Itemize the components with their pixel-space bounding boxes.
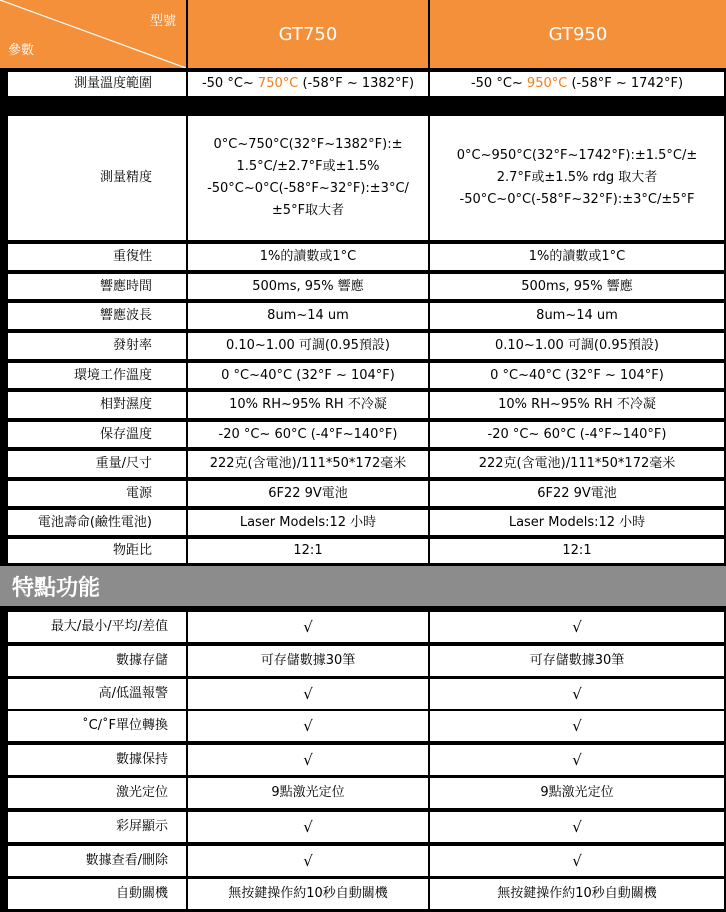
spec-label-text: 相對濕度: [99, 397, 152, 412]
spec-label: [8, 422, 186, 447]
feature-value-gt950: [430, 612, 724, 642]
feature-value-gt750: [188, 679, 428, 709]
spec-row: [0, 72, 726, 96]
spec-value-gt950: [430, 116, 724, 240]
gt750-value-text: 500ms, 95% 響應: [252, 278, 364, 294]
feature-value-gt950: [430, 711, 724, 741]
spec-label: [8, 363, 186, 388]
spec-label-text: 重復性: [112, 249, 152, 264]
gt750-value-text: 6F22 9V電池: [268, 485, 348, 501]
feature-value-gt750: [188, 879, 428, 909]
gt750-value-line: ±5°F取大者: [271, 203, 345, 218]
feature-row: [0, 778, 726, 808]
gt750-feature-text: √: [303, 852, 313, 870]
spec-label: [8, 392, 186, 418]
spec-value-gt750: [188, 539, 428, 563]
spec-label: [8, 244, 186, 270]
gt750-value-text-end: (-58°F ~ 1382°F): [298, 76, 415, 91]
spec-row: [0, 539, 726, 563]
gt750-value-text-start: -50 °C~: [201, 76, 258, 91]
gt750-feature-text: 9點激光定位: [271, 785, 345, 800]
feature-row: [0, 846, 726, 876]
feature-label-text: 最大/最小/平均/差值: [50, 619, 168, 634]
feature-label-text: ˚C/˚F單位轉換: [82, 718, 168, 733]
spec-value-gt950: [430, 539, 724, 563]
feature-row: [0, 612, 726, 642]
spec-value-gt950: [430, 510, 724, 535]
spec-label: [8, 116, 186, 240]
feature-label: [8, 812, 186, 842]
spec-label-text: 重量/尺寸: [95, 456, 152, 471]
feature-value-gt750: [188, 711, 428, 741]
gt950-value-text: 500ms, 95% 響應: [521, 278, 633, 294]
gt950-value-text: -20 °C~ 60°C (-4°F~140°F): [487, 426, 667, 442]
spec-value-gt750: [188, 244, 428, 270]
feature-row: [0, 679, 726, 709]
spec-label-text: 環境工作溫度: [73, 367, 152, 383]
feature-label-text: 數據保持: [115, 752, 168, 767]
spec-row: [0, 333, 726, 359]
gt950-value-highlight: 950°C: [526, 76, 568, 91]
spec-label: [8, 481, 186, 506]
gt950-feature-text: √: [572, 717, 582, 735]
gt950-feature-text: √: [572, 685, 582, 703]
gt750-value-text: Laser Models:12 小時: [239, 514, 377, 530]
spec-label-text: 發射率: [112, 338, 152, 353]
feature-label-text: 數據查看/刪除: [85, 853, 168, 868]
feature-row: [0, 745, 726, 775]
spec-row: [0, 116, 726, 240]
param-corner-label: 參數: [8, 43, 35, 58]
gt950-feature-text: 可存儲數據30筆: [529, 653, 625, 668]
spec-value-gt750: [188, 451, 428, 477]
gt750-value-lines: [207, 134, 409, 222]
gt950-value-text: 6F22 9V電池: [537, 485, 617, 501]
spec-value-gt750: [188, 116, 428, 240]
spec-label: [8, 451, 186, 477]
gt950-value-text: Laser Models:12 小時: [508, 514, 646, 530]
feature-row: [0, 879, 726, 909]
spec-row: [0, 481, 726, 506]
gt750-feature-text: √: [303, 751, 313, 769]
feature-value-gt950: [430, 745, 724, 775]
gt950-value-text: [471, 73, 683, 95]
spec-label-text: 保存溫度: [99, 426, 152, 442]
feature-value-gt750: [188, 846, 428, 876]
header-corner-cell: [0, 0, 186, 68]
spec-label: [8, 72, 186, 96]
gt950-value-text: 10% RH~95% RH 不冷凝: [498, 397, 656, 412]
gt950-value-lines: [457, 145, 698, 211]
feature-label: [8, 679, 186, 709]
gt950-value-line: -50°C~0°C(-58°F~32°F):±3°C/±5°F: [459, 192, 695, 207]
spec-row: [0, 363, 726, 388]
spec-value-gt750: [188, 72, 428, 96]
feature-value-gt750: [188, 778, 428, 808]
spec-label-text: 響應時間: [99, 278, 152, 294]
spec-label: [8, 303, 186, 329]
gt950-value-text: 222克(含電池)/111*50*172毫米: [478, 456, 676, 471]
spec-row: [0, 510, 726, 535]
gt950-feature-text: 無按鍵操作約10秒自動關機: [497, 886, 657, 901]
feature-label-text: 自動關機: [115, 886, 168, 901]
spec-value-gt750: [188, 510, 428, 535]
feature-row: [0, 711, 726, 741]
feature-value-gt950: [430, 778, 724, 808]
feature-value-gt950: [430, 679, 724, 709]
spec-label-text: 物距比: [112, 543, 152, 558]
feature-label-text: 數據存儲: [115, 653, 168, 668]
gt750-feature-text: √: [303, 717, 313, 735]
feature-label: [8, 711, 186, 741]
gt950-feature-text: √: [572, 618, 582, 636]
gt950-value-text: 0.10~1.00 可調(0.95預設): [494, 338, 659, 353]
gt750-value-line: -50°C~0°C(-58°F~32°F):±3°C/: [207, 181, 409, 196]
spec-label-text: 測量溫度範圍: [73, 76, 152, 91]
spec-label: [8, 510, 186, 535]
column-header-gt950: GT950: [430, 0, 726, 68]
gt950-value-text-start: -50 °C~: [470, 76, 527, 91]
gt950-value-line: 2.7°F或±1.5% rdg 取大者: [496, 170, 658, 185]
feature-value-gt950: [430, 812, 724, 842]
spec-value-gt950: [430, 392, 724, 418]
spec-row: [0, 303, 726, 329]
spec-value-gt950: [430, 303, 724, 329]
feature-value-gt750: [188, 646, 428, 676]
gt950-value-line: 0°C~950°C(32°F~1742°F):±1.5°C/±: [456, 148, 698, 163]
feature-value-gt950: [430, 846, 724, 876]
section-title: 特點功能: [12, 576, 101, 601]
spec-value-gt950: [430, 333, 724, 359]
gt750-value-text: 222克(含電池)/111*50*172毫米: [209, 456, 407, 471]
gt750-value-text: 0 °C~40°C (32°F ~ 104°F): [221, 367, 395, 383]
gt950-feature-text: √: [572, 751, 582, 769]
spec-value-gt750: [188, 333, 428, 359]
gt750-value-text: 12:1: [293, 543, 323, 558]
spec-label-text: 電池壽命(鹼性電池): [37, 514, 152, 530]
feature-label: [8, 646, 186, 676]
spec-value-gt750: [188, 303, 428, 329]
feature-value-gt750: [188, 612, 428, 642]
column-header-gt750: GT750: [188, 0, 428, 68]
feature-label-text: 激光定位: [115, 785, 168, 800]
gt750-value-text: -20 °C~ 60°C (-4°F~140°F): [218, 426, 398, 442]
feature-label: [8, 612, 186, 642]
gt950-value-text-end: (-58°F ~ 1742°F): [567, 76, 684, 91]
feature-label: [8, 745, 186, 775]
gt750-value-text: 10% RH~95% RH 不冷凝: [229, 397, 387, 412]
section-band: [0, 566, 726, 606]
spec-value-gt950: [430, 72, 724, 96]
gt750-value-line: 0°C~750°C(32°F~1382°F):±: [213, 137, 403, 152]
gt950-feature-text: 9點激光定位: [540, 785, 614, 800]
gt750-value-text: [202, 73, 414, 95]
gt950-value-text: 1%的讀數或1°C: [528, 249, 626, 264]
gt750-feature-text: √: [303, 618, 313, 636]
spec-value-gt950: [430, 422, 724, 447]
spec-row: [0, 422, 726, 447]
feature-label-text: 高/低溫報警: [98, 686, 168, 701]
gt950-value-text: 0 °C~40°C (32°F ~ 104°F): [490, 367, 664, 383]
spec-row: [0, 451, 726, 477]
feature-value-gt750: [188, 745, 428, 775]
feature-value-gt750: [188, 812, 428, 842]
gt950-value-text: 8um~14 um: [536, 308, 618, 323]
gt750-value-text: 1%的讀數或1°C: [259, 249, 357, 264]
gt750-value-text: 8um~14 um: [267, 308, 349, 323]
spec-label: [8, 274, 186, 299]
spec-label: [8, 333, 186, 359]
feature-value-gt950: [430, 646, 724, 676]
feature-row: [0, 812, 726, 842]
gt950-feature-text: √: [572, 852, 582, 870]
spec-value-gt750: [188, 422, 428, 447]
feature-label-text: 彩屏顯示: [115, 819, 168, 834]
gt750-feature-text: √: [303, 685, 313, 703]
gt750-feature-text: √: [303, 818, 313, 836]
spec-label-text: 電源: [125, 485, 152, 501]
spec-label-text: 響應波長: [99, 308, 152, 323]
spec-value-gt750: [188, 481, 428, 506]
spec-value-gt950: [430, 363, 724, 388]
spec-value-gt950: [430, 274, 724, 299]
feature-row: [0, 646, 726, 676]
spec-label: [8, 539, 186, 563]
gt750-value-line: 1.5°C/±2.7°F或±1.5%: [236, 159, 380, 174]
gt950-value-text: 12:1: [562, 543, 592, 558]
spec-label-text: 測量精度: [99, 170, 152, 185]
feature-value-gt950: [430, 879, 724, 909]
feature-label: [8, 879, 186, 909]
spec-row: [0, 244, 726, 270]
spec-value-gt950: [430, 481, 724, 506]
gt750-value-highlight: 750°C: [257, 76, 299, 91]
spec-value-gt750: [188, 274, 428, 299]
spec-value-gt750: [188, 392, 428, 418]
spec-row: [0, 274, 726, 299]
feature-label: [8, 846, 186, 876]
gt750-value-text: 0.10~1.00 可調(0.95預設): [225, 338, 390, 353]
feature-label: [8, 778, 186, 808]
model-corner-label: 型號: [149, 14, 176, 29]
spec-value-gt950: [430, 244, 724, 270]
gt950-feature-text: √: [572, 818, 582, 836]
spec-row: [0, 392, 726, 418]
spec-value-gt950: [430, 451, 724, 477]
gt750-feature-text: 可存儲數據30筆: [260, 653, 356, 668]
spec-value-gt750: [188, 363, 428, 388]
gt750-feature-text: 無按鍵操作約10秒自動關機: [228, 886, 388, 901]
